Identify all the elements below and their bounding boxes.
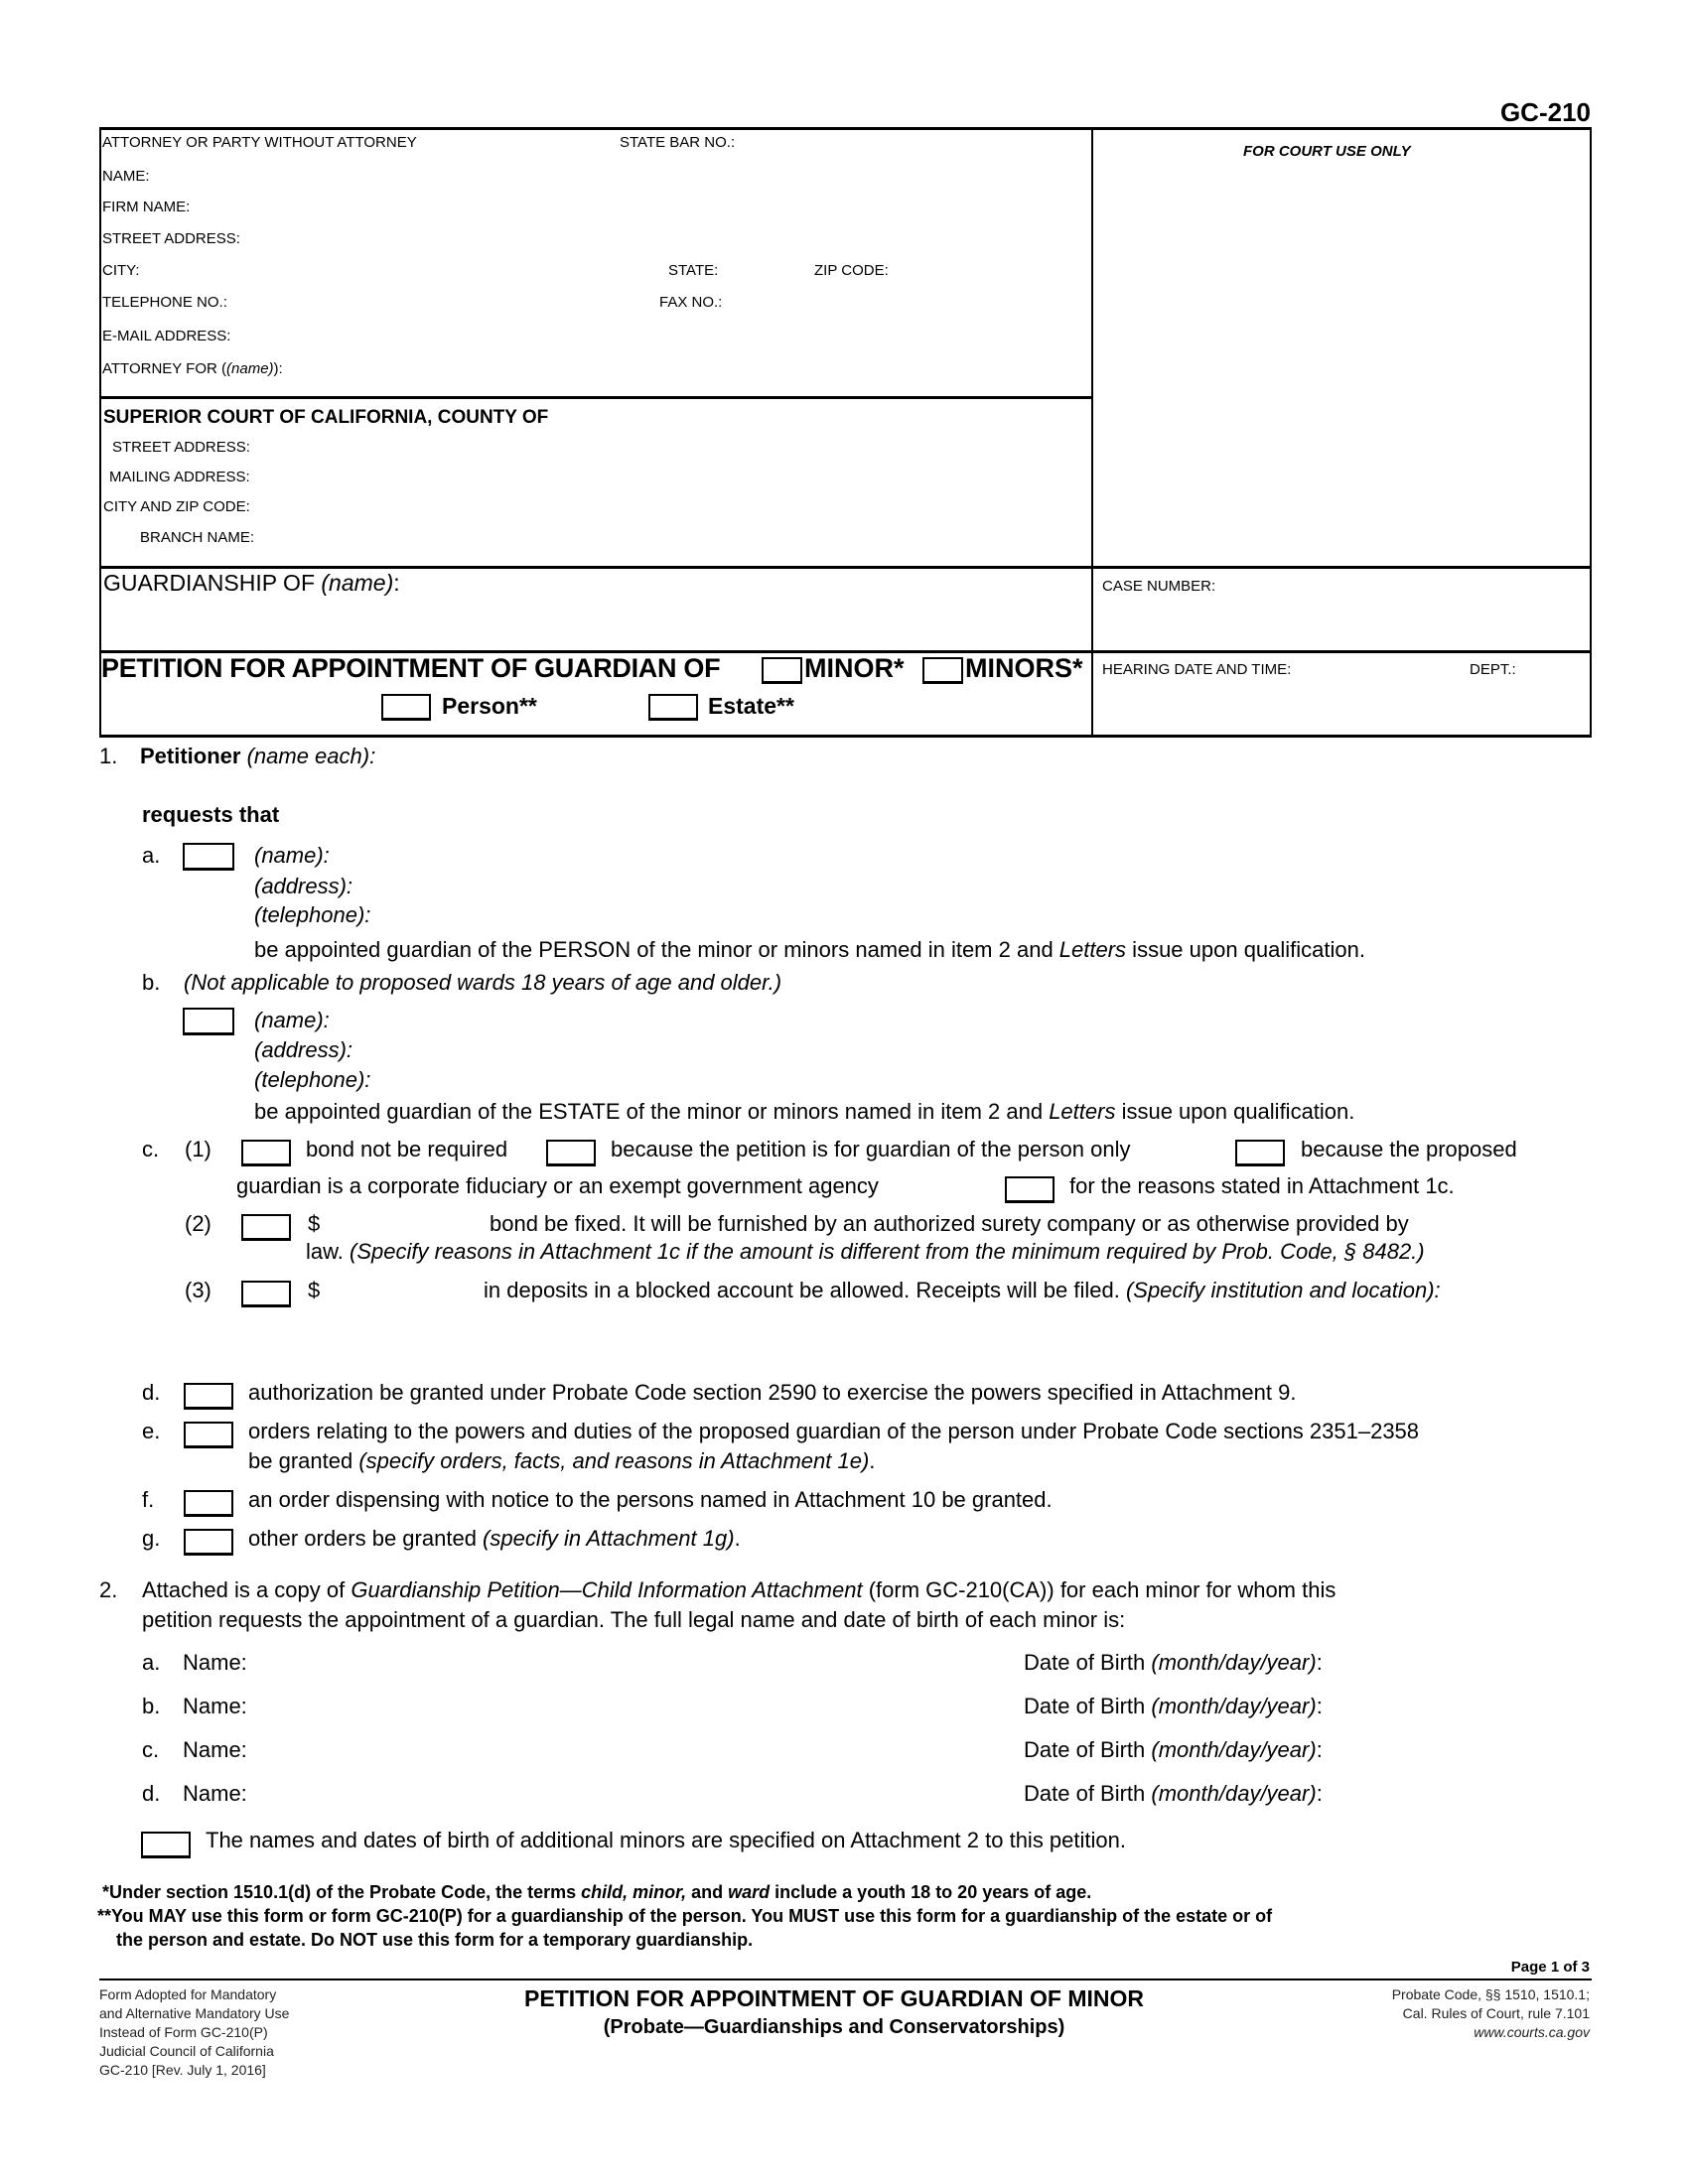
street-address-input[interactable]: [263, 226, 1076, 249]
text: (specify orders, facts, and reasons in Attachment 1e): [358, 1448, 870, 1473]
item1b-note: (Not applicable to proposed wards 18 years of age and older.): [184, 970, 782, 995]
deposit-amount-input[interactable]: [326, 1278, 484, 1300]
minors-label: MINORS*: [965, 653, 1083, 683]
institution-location-input[interactable]: [306, 1310, 1581, 1333]
colon: :: [393, 570, 400, 596]
fax-label: FAX NO.:: [659, 294, 723, 311]
because-proposed-label: because the proposed: [1301, 1137, 1517, 1161]
court-branch-label: BRANCH NAME:: [140, 529, 255, 546]
minor-dob-label: [1024, 1781, 1323, 1807]
guardianship-label: [103, 570, 400, 597]
item1c3-number: (3): [185, 1278, 211, 1302]
form-number: GC-210: [1499, 97, 1591, 127]
minor-name-input[interactable]: [260, 1650, 1019, 1673]
minor-name-label: Name:: [183, 1737, 247, 1762]
text: Date of Birth: [1024, 1650, 1152, 1675]
minor-dob-label: [1024, 1737, 1323, 1763]
website-link[interactable]: www.courts.ca.gov: [1474, 2024, 1590, 2040]
text: Attached is a copy of: [142, 1577, 352, 1602]
minor-letter: b.: [142, 1694, 161, 1718]
guardianship-name-input[interactable]: [109, 604, 1076, 626]
minor-dob-input[interactable]: [1370, 1694, 1583, 1716]
item1a-name-input[interactable]: [343, 842, 1578, 865]
city-label: CITY:: [102, 262, 140, 279]
minor-dob-label: [1024, 1650, 1323, 1676]
item1a-address-input[interactable]: [367, 873, 1578, 895]
item1d-letter: d.: [142, 1380, 161, 1405]
attorney-for-input[interactable]: [303, 356, 1076, 379]
item1b-text: [254, 1099, 1354, 1125]
item1e-text: orders relating to the powers and duties of the proposed guardian of the person under Probate Code sections 2351–2358: [248, 1419, 1420, 1443]
zip-input[interactable]: [904, 258, 1076, 281]
additional-minors-checkbox[interactable]: [141, 1832, 191, 1858]
dollar-sign: $: [308, 1278, 321, 1302]
item1f-letter: f.: [142, 1487, 155, 1512]
item1g-text: [248, 1526, 741, 1552]
divider: [99, 566, 1592, 569]
item1b-address-input[interactable]: [367, 1036, 1578, 1059]
minor-letter: c.: [142, 1737, 160, 1762]
person-checkbox[interactable]: [381, 694, 431, 721]
court-city-zip-label: CITY AND ZIP CODE:: [103, 498, 250, 515]
minor-dob-input[interactable]: [1370, 1650, 1583, 1673]
estate-checkbox[interactable]: [648, 694, 698, 721]
item1f-checkbox[interactable]: [184, 1490, 233, 1517]
attorney-name-input[interactable]: [159, 164, 1076, 187]
letters-text: Letters: [1058, 937, 1127, 962]
additional-minors-text: The names and dates of birth of additional minors are specified on Attachment 2 to this petition.: [206, 1828, 1126, 1852]
petition-title: PETITION FOR APPOINTMENT OF GUARDIAN OF: [101, 653, 721, 683]
item1f-text: an order dispensing with notice to the persons named in Attachment 10 be granted.: [248, 1487, 1053, 1512]
bond-fixed-text2: [306, 1239, 1425, 1265]
adopted-line: GC-210 [Rev. July 1, 2016]: [99, 2062, 266, 2078]
adopted-line: Form Adopted for Mandatory: [99, 1986, 277, 2002]
divider: [99, 735, 1592, 738]
hearing-label: HEARING DATE AND TIME:: [1102, 661, 1292, 678]
colon: :: [278, 360, 283, 377]
text: .: [734, 1526, 741, 1551]
text: (month/day/year): [1151, 1694, 1317, 1718]
item1a-address-label: (address):: [254, 874, 353, 898]
petitioner-label: Petitioner: [140, 744, 241, 768]
court-street-input[interactable]: [273, 435, 1076, 458]
requests-that: requests that: [142, 802, 280, 827]
minor-name-input[interactable]: [260, 1694, 1019, 1716]
text: child, minor,: [581, 1882, 687, 1902]
item1b-letter: b.: [142, 970, 161, 995]
hearing-input[interactable]: [1102, 693, 1583, 716]
footnote-2-line2: the person and estate. Do NOT use this form for a temporary guardianship.: [116, 1930, 754, 1950]
bond-not-required-label: bond not be required: [306, 1137, 508, 1161]
item1g-letter: g.: [142, 1526, 161, 1551]
telephone-input[interactable]: [248, 290, 649, 313]
text: (Specify reasons in Attachment 1c if the amount is different from the minimum required by Prob. Code, § 8482.): [350, 1239, 1425, 1264]
divider: [99, 396, 1092, 399]
court-branch-input[interactable]: [273, 525, 1076, 548]
corporate-fiduciary-checkbox[interactable]: [1235, 1140, 1285, 1166]
case-number-input[interactable]: [1102, 606, 1583, 628]
bond-fixed-text: bond be fixed. It will be furnished by an authorized surety company or as otherwise provided by: [490, 1211, 1409, 1236]
item1d-checkbox[interactable]: [184, 1383, 233, 1410]
petitioner-hint: (name each):: [240, 744, 376, 768]
adopted-notice: [99, 1985, 289, 2080]
text: (month/day/year): [1151, 1781, 1317, 1806]
state-label: STATE:: [668, 262, 719, 279]
adopted-line: and Alternative Mandatory Use: [99, 2005, 290, 2021]
adopted-line: Instead of Form GC-210(P): [99, 2024, 268, 2040]
item1g-checkbox[interactable]: [184, 1529, 233, 1556]
item1a-name-label: (name):: [254, 843, 330, 868]
court-mailing-input[interactable]: [273, 465, 1076, 487]
item1-title: [140, 744, 375, 769]
item1e-text2: [248, 1448, 875, 1474]
text: (month/day/year): [1151, 1650, 1317, 1675]
citations: [1392, 1985, 1590, 2042]
telephone-label: TELEPHONE NO.:: [102, 294, 227, 311]
dollar-sign: $: [308, 1211, 321, 1236]
street-address-label: STREET ADDRESS:: [102, 230, 240, 247]
citation-line: Cal. Rules of Court, rule 7.101: [1402, 2005, 1590, 2021]
text: in deposits in a blocked account be allowed. Receipts will be filed.: [484, 1278, 1126, 1302]
city-input[interactable]: [149, 258, 659, 281]
item1b-name-input[interactable]: [343, 1007, 1578, 1029]
item1a-text: [254, 937, 1365, 963]
item1b-address-label: (address):: [254, 1037, 353, 1062]
text: (form GC-210(CA)) for each minor for whom this: [862, 1577, 1336, 1602]
minor-dob-input[interactable]: [1370, 1781, 1583, 1804]
text: Date of Birth: [1024, 1737, 1152, 1762]
text: ward: [728, 1882, 771, 1902]
firm-name-label: FIRM NAME:: [102, 199, 191, 215]
item1b-telephone-input[interactable]: [387, 1066, 1578, 1089]
item1-number: 1.: [99, 744, 118, 768]
minor-name-input[interactable]: [260, 1737, 1019, 1760]
minor-dob-input[interactable]: [1370, 1737, 1583, 1760]
reasons-attachment-checkbox[interactable]: [1005, 1176, 1055, 1203]
minors-checkbox[interactable]: [922, 657, 963, 684]
attorney-for-hint: (name): [226, 360, 274, 377]
minor-letter: d.: [142, 1781, 161, 1806]
case-number-label: CASE NUMBER:: [1102, 578, 1216, 595]
attorney-for-label: ATTORNEY FOR ((name)):: [102, 360, 283, 377]
court-use-label: FOR COURT USE ONLY: [1243, 143, 1411, 160]
email-input[interactable]: [253, 324, 1076, 346]
item1e-checkbox[interactable]: [184, 1422, 233, 1448]
item1d-text: authorization be granted under Probate Code section 2590 to exercise the powers specified in Attachment 9.: [248, 1380, 1297, 1405]
text: include a youth 18 to 20 years of age.: [770, 1882, 1092, 1902]
footer-title: PETITION FOR APPOINTMENT OF GUARDIAN OF MINOR: [524, 1985, 1144, 2011]
adopted-line: Judicial Council of California: [99, 2043, 274, 2059]
text: other orders be granted: [248, 1526, 484, 1551]
attachment-title: Guardianship Petition—Child Information Attachment: [351, 1577, 863, 1602]
text: issue upon qualification.: [1126, 937, 1365, 962]
minor-dob-label: [1024, 1694, 1323, 1719]
court-street-label: STREET ADDRESS:: [112, 439, 250, 456]
text: be appointed guardian of the ESTATE of the minor or minors named in item 2 and: [254, 1099, 1050, 1124]
court-title: SUPERIOR COURT OF CALIFORNIA, COUNTY OF: [103, 407, 549, 428]
text: :: [1316, 1737, 1323, 1762]
name-label: NAME:: [102, 168, 150, 185]
page-number: Page 1 of 3: [1510, 1959, 1590, 1976]
text: Date of Birth: [1024, 1694, 1152, 1718]
divider: [1590, 127, 1592, 737]
text: (Specify institution and location):: [1125, 1278, 1441, 1302]
corporate-fiduciary-label: guardian is a corporate fiduciary or an exempt government agency: [236, 1173, 879, 1198]
firm-name-input[interactable]: [204, 195, 1076, 217]
text: law.: [306, 1239, 351, 1264]
minor-name-input[interactable]: [260, 1781, 1019, 1804]
minor-letter: a.: [142, 1650, 161, 1675]
county-input[interactable]: [635, 405, 1076, 428]
letters-text: Letters: [1049, 1099, 1116, 1124]
divider: [1091, 127, 1093, 737]
person-only-label: because the petition is for guardian of the person only: [611, 1137, 1131, 1161]
minor-label: MINOR*: [804, 653, 905, 683]
bond-amount-input[interactable]: [326, 1211, 489, 1234]
text: .: [869, 1448, 876, 1473]
item1a-letter: a.: [142, 843, 161, 868]
court-city-zip-input[interactable]: [273, 494, 1076, 517]
state-bar-input[interactable]: [755, 130, 1076, 153]
zip-label: ZIP CODE:: [814, 262, 889, 279]
court-mailing-label: MAILING ADDRESS:: [109, 469, 250, 485]
item1b-telephone-label: (telephone):: [254, 1067, 371, 1092]
person-label: Person**: [442, 693, 537, 719]
item1a-telephone-input[interactable]: [387, 901, 1578, 924]
item1c1-number: (1): [185, 1137, 211, 1161]
footnote-1: [102, 1882, 1091, 1903]
minor-name-label: Name:: [183, 1650, 247, 1675]
item1e-letter: e.: [142, 1419, 161, 1443]
minor-name-label: Name:: [183, 1781, 247, 1806]
item1c-letter: c.: [142, 1137, 160, 1161]
text: be appointed guardian of the PERSON of the minor or minors named in item 2 and: [254, 937, 1059, 962]
dept-label: DEPT.:: [1470, 661, 1516, 678]
divider: [99, 127, 101, 737]
text: (specify in Attachment 1g): [483, 1526, 735, 1551]
item1b-checkbox[interactable]: [183, 1008, 234, 1035]
text: :: [1316, 1694, 1323, 1718]
minor-checkbox[interactable]: [762, 657, 802, 684]
attorney-for-text: ATTORNEY FOR: [102, 360, 217, 377]
footer-subtitle: (Probate—Guardianships and Conservatorships): [603, 2016, 1065, 2038]
estate-label: Estate**: [708, 693, 794, 719]
guardianship-text: GUARDIANSHIP OF: [103, 570, 322, 596]
blocked-account-text: [484, 1278, 1441, 1303]
text: :: [1316, 1781, 1323, 1806]
fax-input[interactable]: [735, 290, 1076, 313]
text: and: [686, 1882, 729, 1902]
text: (month/day/year): [1151, 1737, 1317, 1762]
state-input[interactable]: [730, 258, 808, 281]
bond-fixed-checkbox[interactable]: [241, 1214, 291, 1241]
text: Date of Birth: [1024, 1781, 1152, 1806]
item1c2-number: (2): [185, 1211, 211, 1236]
item1b-name-label: (name):: [254, 1008, 330, 1032]
item1a-telephone-label: (telephone):: [254, 902, 371, 927]
person-only-checkbox[interactable]: [546, 1140, 596, 1166]
citation-line: Probate Code, §§ 1510, 1510.1;: [1391, 1986, 1590, 2002]
reasons-attachment-label: for the reasons stated in Attachment 1c.: [1069, 1173, 1455, 1198]
petitioner-names-input[interactable]: [417, 745, 1583, 767]
guardianship-hint: (name): [321, 570, 394, 596]
state-bar-label: STATE BAR NO.:: [620, 134, 736, 151]
email-label: E-MAIL ADDRESS:: [102, 328, 231, 344]
text: *Under section 1510.1(d) of the Probate Code, the terms: [102, 1882, 582, 1902]
text: :: [1316, 1650, 1323, 1675]
attorney-label: ATTORNEY OR PARTY WITHOUT ATTORNEY: [102, 134, 417, 151]
blocked-account-checkbox[interactable]: [241, 1281, 291, 1307]
footer-divider: [99, 1979, 1592, 1980]
item2-line2: petition requests the appointment of a guardian. The full legal name and date of birth of each minor is:: [142, 1607, 1126, 1632]
item2-number: 2.: [99, 1577, 118, 1602]
item2-line1: [142, 1577, 1336, 1603]
footnote-2-line1: **You MAY use this form or form GC-210(P) for a guardianship of the person. You MUST use this form for a guardianship of the estate or of: [97, 1906, 1273, 1926]
bond-not-required-checkbox[interactable]: [241, 1140, 291, 1166]
minor-name-label: Name:: [183, 1694, 247, 1718]
text: issue upon qualification.: [1115, 1099, 1355, 1124]
text: be granted: [248, 1448, 359, 1473]
item1a-checkbox[interactable]: [183, 843, 234, 871]
